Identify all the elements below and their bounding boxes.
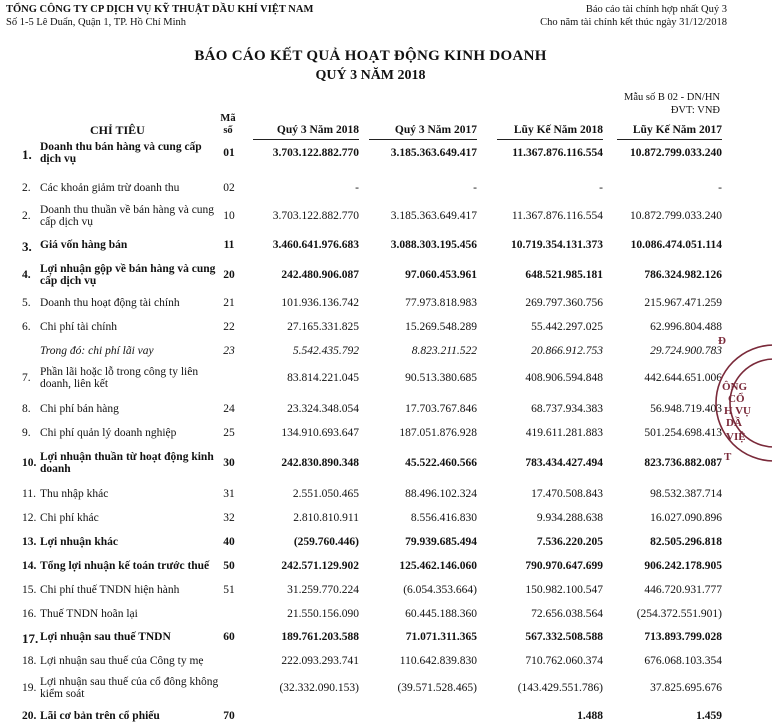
cell-q3-2017: 110.642.839.830 [399,655,477,667]
header-rule-1 [253,139,359,140]
cell-q3-2018: 242.571.129.902 [281,560,359,572]
cell-q3-2017: 90.513.380.685 [405,372,477,384]
cell-q3-2017: 3.088.303.195.456 [390,239,477,251]
cell-q3-2017: 15.269.548.289 [405,321,477,333]
cell-q3-2017: 8.823.211.522 [411,345,477,357]
row-number: 20. [22,710,37,722]
row-number: 3. [22,239,32,254]
cell-ytd-2017: 676.068.103.354 [644,655,722,667]
row-code: 40 [223,536,235,548]
row-code: 60 [223,631,235,643]
report-type: Báo cáo tài chính hợp nhất Quý 3 [585,4,727,15]
cell-ytd-2017: 56.948.719.403 [650,403,722,415]
company-address: Số 1-5 Lê Duẩn, Quận 1, TP. Hồ Chí Minh [6,17,187,28]
table-row [0,263,741,289]
cell-q3-2018: 27.165.331.825 [287,321,359,333]
svg-text:DẦ: DẦ [726,417,742,429]
row-label: Phần lãi hoặc lỗ trong công ty liên doanh, liên kết [40,366,199,390]
cell-ytd-2017: 786.324.982.126 [644,269,722,281]
row-code: 50 [223,560,235,572]
cell-ytd-2018: 68.737.934.383 [531,403,603,415]
row-number: 8. [22,403,31,415]
cell-ytd-2017: 215.967.471.259 [644,297,722,309]
svg-text:VIỆ: VIỆ [726,431,746,443]
cell-ytd-2017: 29.724.900.783 [650,345,722,357]
row-code: 02 [223,182,235,194]
cell-ytd-2018: 11.367.876.116.554 [512,147,603,159]
company-name: TỔNG CÔNG TY CP DỊCH VỤ KỸ THUẬT DẦU KHÍ VIỆT NAM [6,4,314,15]
table-row [0,366,741,392]
svg-text:H VỤ: H VỤ [724,405,751,417]
cell-ytd-2017: 10.086.474.051.114 [630,239,722,251]
row-label: Doanh thu hoạt động tài chính [40,297,180,309]
cell-ytd-2018: 9.934.288.638 [536,512,603,524]
svg-text:CỔ: CỔ [728,393,745,405]
currency-unit: ĐVT: VNĐ [670,105,720,116]
cell-q3-2017: 187.051.876.928 [399,427,477,439]
row-code: 31 [223,488,235,500]
report-title: BÁO CÁO KẾT QUẢ HOẠT ĐỘNG KINH DOANH [194,48,547,64]
cell-ytd-2018: 150.982.100.547 [525,584,603,596]
cell-ytd-2017: 37.825.695.676 [650,682,722,694]
row-code: 11 [223,239,235,251]
row-label: Chi phí thuế TNDN hiện hành [40,584,180,596]
table-row [0,676,741,702]
row-number: 18. [22,655,37,667]
svg-text:ÔNG: ÔNG [722,381,748,393]
cell-ytd-2018: 408.906.594.848 [525,372,603,384]
row-label: Lợi nhuận thuần từ hoạt động kinh doanh [40,451,214,475]
row-number: 7. [22,372,31,384]
table-row [0,631,741,644]
row-label: Doanh thu thuần về bán hàng và cung cấp dịch vụ [40,204,215,228]
cell-q3-2018: 3.460.641.976.683 [272,239,359,251]
cell-q3-2017: 79.939.685.494 [405,536,477,548]
column-header-ma-so-line2: số [223,125,233,136]
cell-q3-2017: 77.973.818.983 [405,297,477,309]
row-code: 25 [223,427,235,439]
cell-q3-2018: 31.259.770.224 [287,584,359,596]
cell-ytd-2018: 567.332.508.588 [525,631,603,643]
table-row [0,204,741,230]
cell-q3-2018: 83.814.221.045 [287,372,359,384]
row-label: Chi phí khác [40,512,99,524]
row-code: 30 [223,457,235,469]
cell-ytd-2017: 906.242.178.905 [644,560,722,572]
row-number: 5. [22,297,31,309]
cell-q3-2017: - [473,182,477,194]
row-label: Lợi nhuận sau thuế của Công ty mẹ [40,655,204,667]
row-number: 19. [22,682,37,694]
cell-q3-2017: 3.185.363.649.417 [390,147,477,159]
row-code: 24 [223,403,235,415]
cell-ytd-2017: 501.254.698.413 [644,427,722,439]
table-row [0,182,741,195]
cell-ytd-2017: 1.459 [696,710,722,722]
column-header-ytd-2018: Lũy Kế Năm 2018 [513,124,603,136]
row-code: 01 [223,147,235,159]
cell-ytd-2017: 442.644.651.006 [644,372,722,384]
table-row [0,239,741,252]
cell-ytd-2018: - [599,182,603,194]
company-header [6,3,313,29]
row-code: 20 [223,269,235,281]
row-label: Các khoản giảm trừ doanh thu [40,182,180,194]
cell-ytd-2018: 269.797.360.756 [525,297,603,309]
cell-ytd-2018: 1.488 [577,710,603,722]
row-label: Lợi nhuận gộp về bán hàng và cung cấp dịch vụ [40,263,216,287]
cell-ytd-2017: 16.027.090.896 [650,512,722,524]
cell-q3-2018: 242.480.906.087 [281,269,359,281]
svg-text:Đ: Đ [718,335,726,347]
row-label: Giá vốn hàng bán [40,239,128,251]
cell-q3-2018: 3.703.122.882.770 [272,147,359,159]
cell-ytd-2017: - [718,182,722,194]
cell-q3-2017: 88.496.102.324 [405,488,477,500]
cell-q3-2017: (39.571.528.465) [397,682,477,694]
row-number: 14. [22,560,37,572]
cell-ytd-2017: 82.505.296.818 [650,536,722,548]
cell-q3-2017: 3.185.363.649.417 [390,210,477,222]
cell-ytd-2017: 446.720.931.777 [644,584,722,596]
row-label: Chi phí tài chính [40,321,117,333]
cell-q3-2017: (6.054.353.664) [403,584,477,596]
form-info [624,91,720,117]
row-label: Thuế TNDN hoãn lại [40,608,138,620]
table-row [0,655,741,668]
row-number: 6. [22,321,31,333]
cell-ytd-2018: 20.866.912.753 [531,345,603,357]
cell-ytd-2017: (254.372.551.901) [636,608,722,620]
cell-ytd-2017: 10.872.799.033.240 [630,147,722,159]
column-header-q3-2018: Quý 3 Năm 2018 [276,124,359,136]
row-number: 11. [22,488,36,500]
cell-q3-2018: (259.760.446) [293,536,359,548]
cell-ytd-2017: 98.532.387.714 [650,488,722,500]
cell-q3-2017: 125.462.146.060 [399,560,477,572]
cell-q3-2018: 23.324.348.054 [287,403,359,415]
report-subtitle: QUÝ 3 NĂM 2018 [315,68,426,83]
column-header-chi-tieu: CHỈ TIÊU [90,123,145,137]
row-number: 1. [22,147,32,162]
cell-q3-2018: 242.830.890.348 [281,457,359,469]
row-code: 21 [223,297,235,309]
row-number: 15. [22,584,37,596]
column-header-ytd-2017: Lũy Kế Năm 2017 [632,124,722,136]
row-code: 51 [223,584,235,596]
cell-q3-2018: (32.332.090.153) [279,682,359,694]
cell-q3-2018: 3.703.122.882.770 [272,210,359,222]
row-code: 10 [223,210,235,222]
cell-ytd-2018: 790.970.647.699 [525,560,603,572]
row-code: 70 [223,710,235,722]
row-label: Lãi cơ bản trên cổ phiếu [40,710,160,722]
header-rule-4 [617,139,722,140]
cell-q3-2017: 8.556.416.830 [410,512,477,524]
cell-q3-2017: 45.522.460.566 [405,457,477,469]
row-number: 10. [22,457,37,469]
table-row [0,403,741,416]
column-header-ma-so-line1: Mã [220,113,236,124]
row-label: Tổng lợi nhuận kế toán trước thuế [40,560,210,572]
row-number: 13. [22,536,37,548]
header-rule-3 [497,139,603,140]
table-row [0,321,741,334]
row-number: 9. [22,427,31,439]
svg-text:T: T [724,451,732,463]
form-code: Mẫu số B 02 - DN/HN [624,92,720,103]
table-row [0,297,741,310]
table-row [0,536,741,549]
row-label: Doanh thu bán hàng và cung cấp dịch vụ [40,141,202,165]
row-label: Chi phí bán hàng [40,403,119,415]
header-rule-2 [369,139,477,140]
cell-q3-2017: 60.445.188.360 [405,608,477,620]
row-number: 12. [22,512,37,524]
row-number: 2. [22,210,31,222]
cell-q3-2017: 71.071.311.365 [405,631,477,643]
row-label: Trong đó: chi phí lãi vay [40,345,154,357]
cell-q3-2018: 101.936.136.742 [281,297,359,309]
cell-q3-2018: 222.093.293.741 [281,655,359,667]
table-row [0,512,741,525]
table-row [0,488,741,501]
row-number: 16. [22,608,37,620]
row-label: Chi phí quản lý doanh nghiệp [40,427,177,439]
cell-ytd-2017: 713.893.799.028 [644,631,722,643]
table-row [0,608,741,621]
cell-ytd-2017: 10.872.799.033.240 [630,210,722,222]
cell-ytd-2018: 419.611.281.883 [525,427,603,439]
row-code: 32 [223,512,235,524]
cell-ytd-2018: 783.434.427.494 [525,457,603,469]
table-row [0,584,741,597]
column-header-ma-so [219,113,237,137]
table-row [0,451,741,477]
cell-q3-2018: 134.910.693.647 [281,427,359,439]
cell-q3-2018: 2.551.050.465 [292,488,359,500]
table-row [0,141,741,167]
cell-q3-2017: 97.060.453.961 [405,269,477,281]
cell-q3-2018: 21.550.156.090 [287,608,359,620]
cell-ytd-2018: 72.656.038.564 [531,608,603,620]
row-label: Thu nhập khác [40,488,109,500]
cell-q3-2018: 5.542.435.792 [292,345,359,357]
cell-ytd-2018: 648.521.985.181 [525,269,603,281]
row-number: 17. [22,631,39,646]
row-number: 4. [22,269,31,281]
row-number: 2. [22,182,31,194]
cell-ytd-2018: 7.536.220.205 [536,536,603,548]
cell-ytd-2018: (143.429.551.786) [517,682,603,694]
cell-q3-2017: 17.703.767.846 [405,403,477,415]
table-row [0,427,741,440]
row-code: 23 [223,345,235,357]
cell-q3-2018: 2.810.810.911 [293,512,359,524]
cell-q3-2018: - [355,182,359,194]
table-row [0,345,741,358]
cell-ytd-2018: 710.762.060.374 [525,655,603,667]
cell-q3-2018: 189.761.203.588 [281,631,359,643]
cell-ytd-2018: 11.367.876.116.554 [511,210,603,222]
report-header [540,3,727,29]
cell-ytd-2018: 10.719.354.131.373 [511,239,603,251]
cell-ytd-2017: 62.996.804.488 [650,321,722,333]
row-code: 22 [223,321,235,333]
cell-ytd-2018: 55.442.297.025 [531,321,603,333]
fiscal-year: Cho năm tài chính kết thúc ngày 31/12/2018 [540,17,727,28]
cell-ytd-2017: 823.736.882.087 [644,457,722,469]
column-header-q3-2017: Quý 3 Năm 2017 [394,124,477,136]
row-label: Lợi nhuận sau thuế TNDN [40,631,171,643]
row-label: Lợi nhuận khác [40,536,118,548]
row-label: Lợi nhuận sau thuế của cổ đông không kiểm soát [40,676,219,700]
cell-ytd-2018: 17.470.508.843 [531,488,603,500]
table-row [0,560,741,573]
table-row [0,710,741,723]
